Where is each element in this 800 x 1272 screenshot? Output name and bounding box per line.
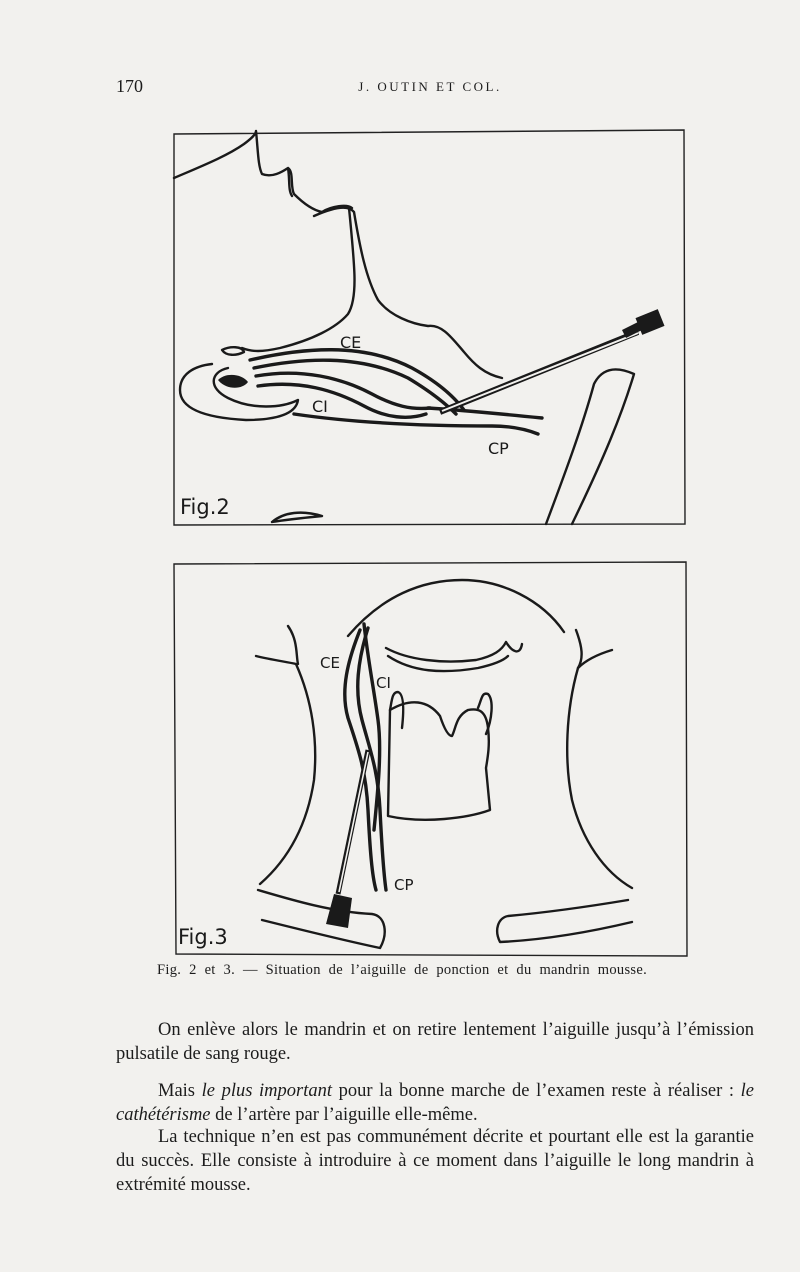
label-ce-3: CE [320, 654, 340, 672]
figure-2-frame [174, 130, 685, 525]
neck-right [567, 650, 632, 888]
neck-right-top [576, 630, 582, 668]
mandible-line [314, 208, 502, 378]
fig2-label: Fig.2 [180, 495, 230, 519]
hyoid [386, 642, 522, 662]
neck-left [256, 656, 315, 884]
figure-3 [172, 560, 689, 958]
emphasis-catheterisme: le cathétérisme [116, 1081, 755, 1125]
clavicle-outline [546, 369, 634, 524]
paragraph-2 [116, 1079, 754, 1127]
ear-canal [218, 375, 248, 388]
needle [440, 309, 664, 412]
label-cp-3: CP [394, 876, 414, 894]
running-head: J. OUTIN ET COL. [358, 79, 502, 94]
vessel-ci [256, 373, 430, 408]
page-number: 170 [116, 76, 143, 96]
neck-left-top [288, 626, 298, 664]
figure-3-frame [174, 562, 687, 956]
figure-caption: Fig. 2 et 3. — Situation de l’aiguille de ponction et du mandrin mousse. [157, 962, 648, 978]
label-ci-2: CI [312, 397, 328, 416]
neck-contour [242, 208, 355, 351]
label-ci-3: CI [376, 674, 391, 692]
vessel-ci-2 [258, 384, 426, 417]
face-profile [174, 131, 352, 212]
paragraph-2-text-e: de l’artère par l’aiguille elle-même. [210, 1105, 478, 1125]
paragraph-2-text-c: pour la bonne marche de l’examen reste à réaliser : [332, 1081, 741, 1101]
emphasis-plus-important: le plus important [201, 1081, 333, 1101]
clavicle-left [258, 890, 385, 948]
ear-lobe [222, 347, 244, 355]
shoulder-line [272, 513, 322, 522]
figure-2 [172, 128, 687, 526]
figure-3-drawing [172, 560, 689, 958]
paragraph-2-text-a: Mais [158, 1081, 202, 1101]
paragraph-3: La technique n’en est pas communément décrite et pourtant elle est la garantie du succès. Elle consiste à introduire à ce moment dans l’aiguille le long mandrin à extrémité mousse. [116, 1127, 754, 1195]
paragraph-1: On enlève alors le mandrin et on retire lentement l’aiguille jusqu’à l’émission pulsatile de sang rouge. [116, 1020, 754, 1064]
needle-3 [326, 750, 368, 928]
clavicle-right [497, 900, 632, 942]
jaw-arc [348, 580, 564, 636]
hyoid-2 [388, 656, 508, 671]
label-ce-2: CE [340, 333, 362, 352]
figure-2-drawing [172, 128, 687, 526]
fig3-label: Fig.3 [178, 925, 228, 949]
label-cp-2: CP [488, 439, 509, 458]
